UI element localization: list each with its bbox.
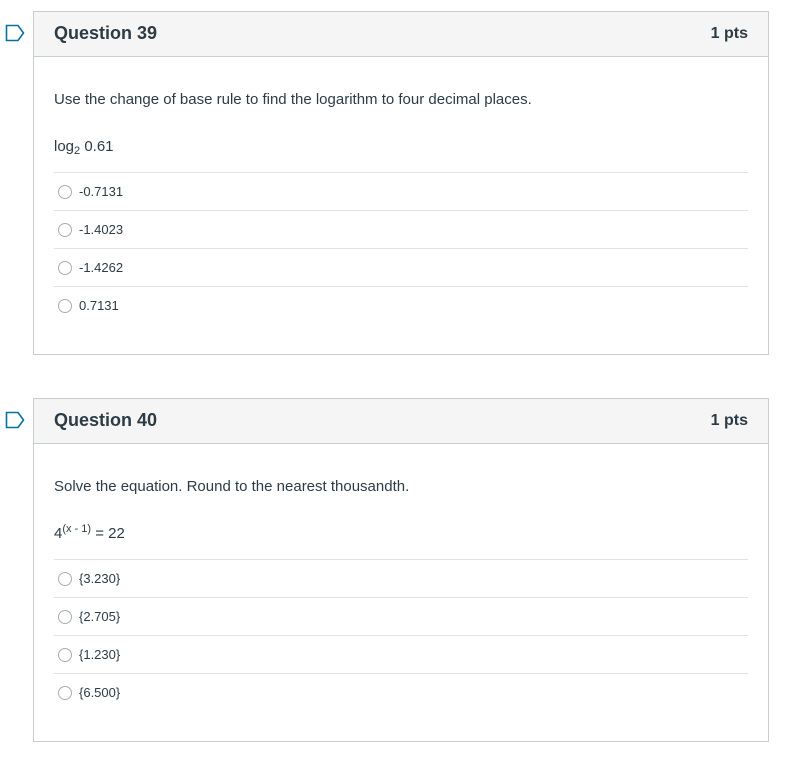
expr-rest: 0.61	[80, 138, 114, 155]
question-body	[34, 57, 768, 324]
answer-label[interactable]: 0.7131	[79, 298, 119, 313]
answer-option[interactable]	[54, 287, 748, 324]
question-40	[33, 398, 769, 742]
answer-option[interactable]	[54, 674, 748, 711]
question-expression	[54, 497, 748, 544]
radio-button[interactable]	[58, 261, 72, 275]
answer-option[interactable]	[54, 636, 748, 674]
question-body	[34, 444, 768, 711]
question-header	[34, 12, 768, 57]
answer-option[interactable]	[54, 249, 748, 287]
question-points: 1 pts	[710, 25, 748, 42]
radio-button[interactable]	[58, 572, 72, 586]
expr-base: log	[54, 138, 75, 155]
radio-button[interactable]	[58, 185, 72, 199]
expr-base: 4	[54, 525, 63, 542]
radio-button[interactable]	[58, 610, 72, 624]
question-header	[34, 399, 768, 444]
radio-button[interactable]	[58, 299, 72, 313]
answer-label[interactable]: {1.230}	[79, 647, 121, 662]
answer-label[interactable]: {3.230}	[79, 571, 121, 586]
answer-list	[54, 172, 748, 324]
question-expression	[54, 110, 748, 157]
expr-rest: = 22	[91, 525, 125, 542]
question-text: Solve the equation. Round to the nearest thousandth.	[54, 478, 410, 495]
answer-label[interactable]: {2.705}	[79, 609, 121, 624]
answer-option[interactable]	[54, 173, 748, 211]
answer-option[interactable]	[54, 560, 748, 598]
answer-label[interactable]: -0.7131	[79, 184, 124, 199]
flag-question-icon[interactable]	[5, 24, 25, 42]
question-title: Question 39	[54, 23, 158, 43]
answer-label[interactable]: -1.4023	[79, 222, 124, 237]
answer-option[interactable]	[54, 211, 748, 249]
question-title: Question 40	[54, 410, 158, 430]
expr-superscript: (x - 1)	[62, 523, 92, 535]
radio-button[interactable]	[58, 648, 72, 662]
question-text: Use the change of base rule to find the logarithm to four decimal places.	[54, 91, 532, 108]
radio-button[interactable]	[58, 223, 72, 237]
answer-list	[54, 559, 748, 711]
radio-button[interactable]	[58, 686, 72, 700]
expr-subscript: 2	[74, 145, 81, 157]
answer-label[interactable]: {6.500}	[79, 685, 121, 700]
question-39	[33, 11, 769, 355]
flag-question-icon[interactable]	[5, 411, 25, 429]
answer-option[interactable]	[54, 598, 748, 636]
question-points: 1 pts	[710, 412, 748, 429]
answer-label[interactable]: -1.4262	[79, 260, 124, 275]
